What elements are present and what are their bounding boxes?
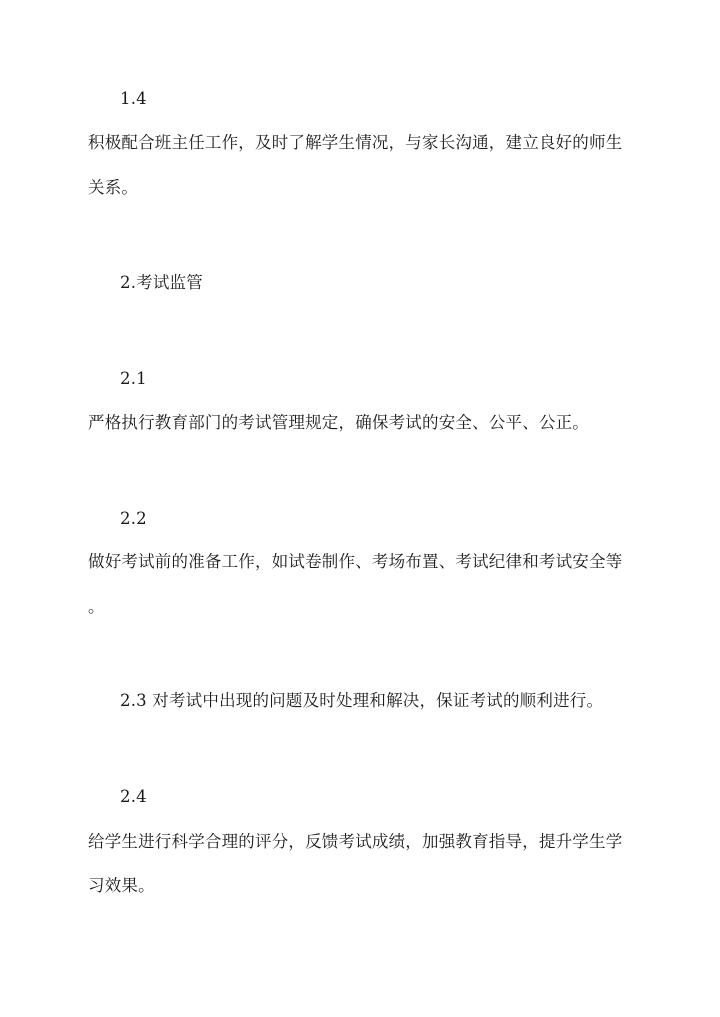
section-number-2-2: 2.2 <box>120 509 147 528</box>
paragraph-2-1: 严格执行教育部门的考试管理规定，确保考试的安全、公平、公正。 <box>88 413 589 432</box>
paragraph-2-2-line-1: 做好考试前的准备工作，如试卷制作、考场布置、考试纪律和考试安全等 <box>88 552 623 571</box>
paragraph-2-4-line-1: 给学生进行科学合理的评分，反馈考试成绩，加强教育指导，提升学生学 <box>88 832 623 851</box>
section-number-2-1: 2.1 <box>120 369 147 388</box>
section-number-1-4: 1.4 <box>120 89 147 108</box>
paragraph-1-4-line-1: 积极配合班主任工作，及时了解学生情况，与家长沟通，建立良好的师生 <box>88 133 623 152</box>
paragraph-1-4-line-2: 关系。 <box>88 178 139 197</box>
paragraph-2-2-line-2: 。 <box>88 597 105 616</box>
paragraph-2-4-line-2: 习效果。 <box>88 876 155 895</box>
section-number-2-4: 2.4 <box>120 787 147 806</box>
section-heading-2: 2.考试监管 <box>120 273 203 292</box>
paragraph-2-3: 2.3 对考试中出现的问题及时处理和解决，保证考试的顺利进行。 <box>120 691 604 710</box>
